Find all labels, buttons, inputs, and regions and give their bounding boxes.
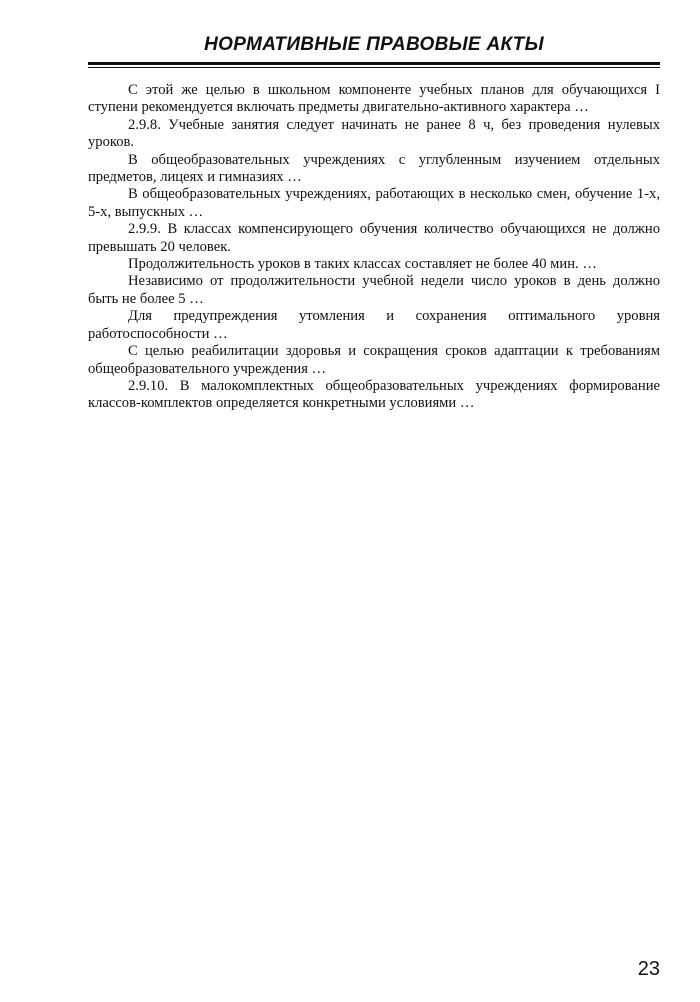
header-rule xyxy=(88,62,660,68)
paragraph-2-9-9: 2.9.9. В классах компенсирующего обучения количество обучающихся не должно превышать 20 человек. xyxy=(88,221,660,255)
paragraph-lesson-duration: Продолжительность уроков в таких классах составляет не более 40 мин. … xyxy=(128,256,597,273)
paragraph-2-9-8: 2.9.8. Учебные занятия следует начинать не ранее 8 ч, без проведения нулевых уроков. xyxy=(88,116,660,151)
paragraph-lessons-per-day: Независимо от продолжительности учебной недели число уроков в день должно быть не более 5 … xyxy=(88,273,660,307)
paragraph-shifts: В общеобразовательных учреждениях, работающих в несколько смен, обучение 1-х, 5-х, выпускных … xyxy=(88,186,660,220)
paragraph-2-9-10: 2.9.10. В малокомплектных общеобразовательных учреждениях формирование классов-комплектов определяется конкретными условиями … xyxy=(88,377,660,412)
paragraph-intro-subjects: С этой же целью в школьном компоненте учебных планов для обучающихся I ступени рекомендуется включать предметы двигательно-активного характера … xyxy=(88,82,660,116)
paragraph-fatigue: Для предупреждения утомления и сохранения оптимального уровня работоспособности … xyxy=(88,308,660,342)
paragraph-advanced-schools: В общеобразовательных учреждениях с углубленным изучением отдельных предметов, лицеях и гимназиях … xyxy=(88,151,660,186)
running-head-title: НОРМАТИВНЫЕ ПРАВОВЫЕ АКТЫ xyxy=(204,34,544,55)
page-number: 23 xyxy=(637,958,660,980)
body-text xyxy=(88,82,660,413)
paragraph-rehabilitation: С целью реабилитации здоровья и сокращения сроков адаптации к требованиям общеобразовательного учреждения … xyxy=(88,343,660,377)
